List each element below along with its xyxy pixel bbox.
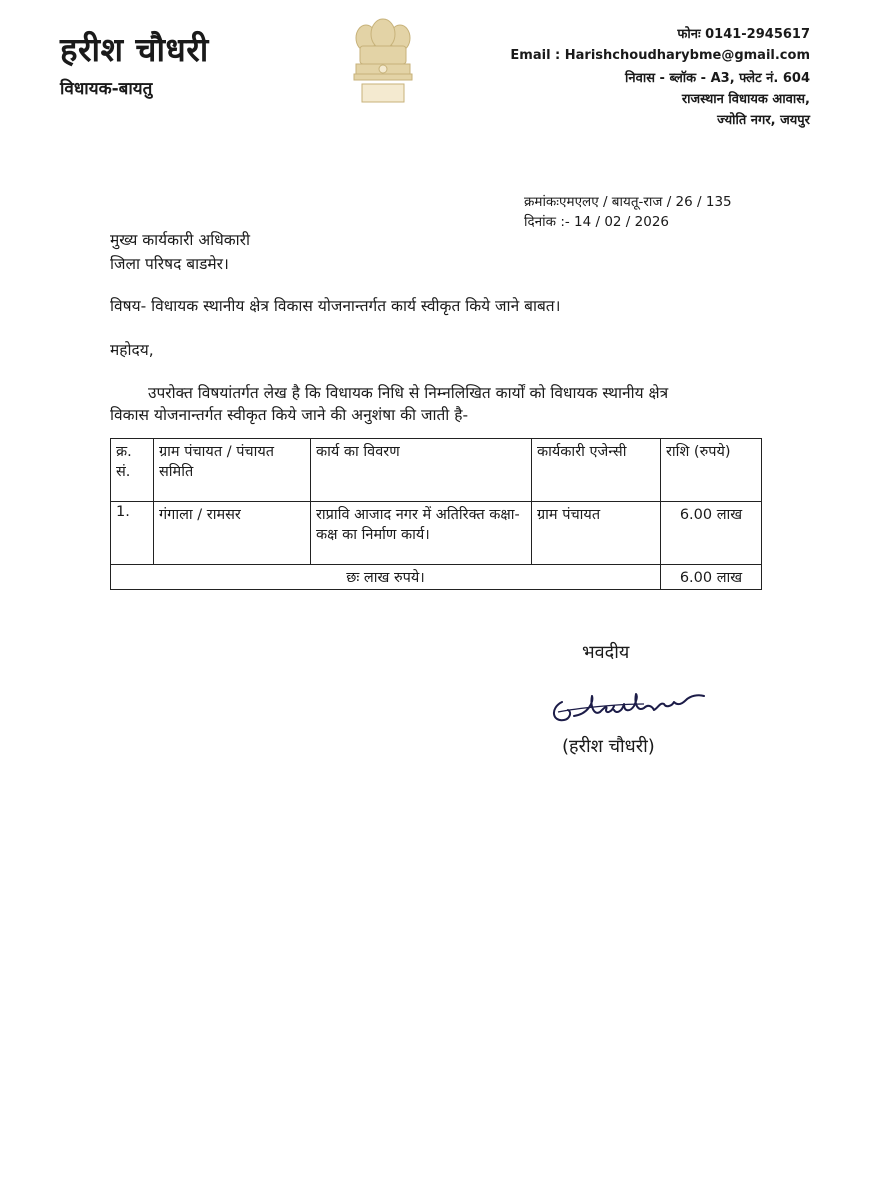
cell-panchayat: गंगाला / रामसर: [154, 502, 311, 565]
cell-work-description: राप्रावि आजाद नगर में अतिरिक्त कक्षा-कक्ष का निर्माण कार्य।: [311, 502, 532, 565]
subject-line: विषय- विधायक स्थानीय क्षेत्र विकास योजनान्तर्गत कार्य स्वीकृत किये जाने बाबत।: [110, 297, 561, 315]
body-paragraph-line-1: उपरोक्त विषयांतर्गत लेख है कि विधायक निधि से निम्नलिखित कार्यों को विधायक स्थानीय क्षेत्र: [148, 384, 669, 402]
body-paragraph-line-2: विकास योजनान्तर्गत स्वीकृत किये जाने की अनुशंषा की जाती है-: [110, 406, 469, 424]
header-agency: कार्यकारी एजेन्सी: [532, 439, 661, 502]
total-amount: 6.00 लाख: [661, 565, 762, 590]
addressee-line-1: मुख्य कार्यकारी अधिकारी: [110, 231, 251, 249]
phone-text: फोनः 0141-2945617: [677, 27, 810, 42]
address-line-1: निवास - ब्लॉक - A3, फ्लेट नं. 604: [625, 71, 810, 86]
addressee-line-2: जिला परिषद बाडमेर।: [110, 255, 229, 273]
reference-number: क्रमांकःएमएलए / बायतू-राज / 26 / 135: [524, 194, 732, 210]
address-line-3: ज्योति नगर, जयपुर: [717, 113, 810, 128]
header-serial: क्र. सं.: [111, 439, 154, 502]
state-emblem-icon: [346, 12, 420, 112]
header-panchayat: ग्राम पंचायत / पंचायत समिति: [154, 439, 311, 502]
works-table: [110, 438, 762, 590]
header-amount: राशि (रुपये): [661, 439, 762, 502]
salutation: महोदय,: [110, 341, 154, 359]
contact-block: [510, 24, 810, 131]
email-text: Email : Harishchoudharybme@gmail.com: [510, 48, 810, 63]
letterhead-name: हरीश चौधरी: [60, 30, 209, 69]
address-line-2: राजस्थान विधायक आवास,: [681, 92, 810, 107]
total-in-words: छः लाख रुपये।: [111, 565, 661, 590]
table-header-row: [111, 439, 762, 502]
cell-serial: 1.: [111, 502, 154, 565]
closing-text: भवदीय: [582, 642, 630, 663]
table-row: [111, 502, 762, 565]
table-total-row: [111, 565, 762, 590]
handwritten-signature: [548, 682, 718, 728]
reference-date: दिनांक :- 14 / 02 / 2026: [524, 214, 669, 230]
header-work-description: कार्य का विवरण: [311, 439, 532, 502]
letterhead-designation: विधायक-बायतु: [60, 79, 153, 99]
cell-agency: ग्राम पंचायत: [532, 502, 661, 565]
signatory-name: (हरीश चौधरी): [562, 736, 655, 757]
cell-amount: 6.00 लाख: [661, 502, 762, 565]
